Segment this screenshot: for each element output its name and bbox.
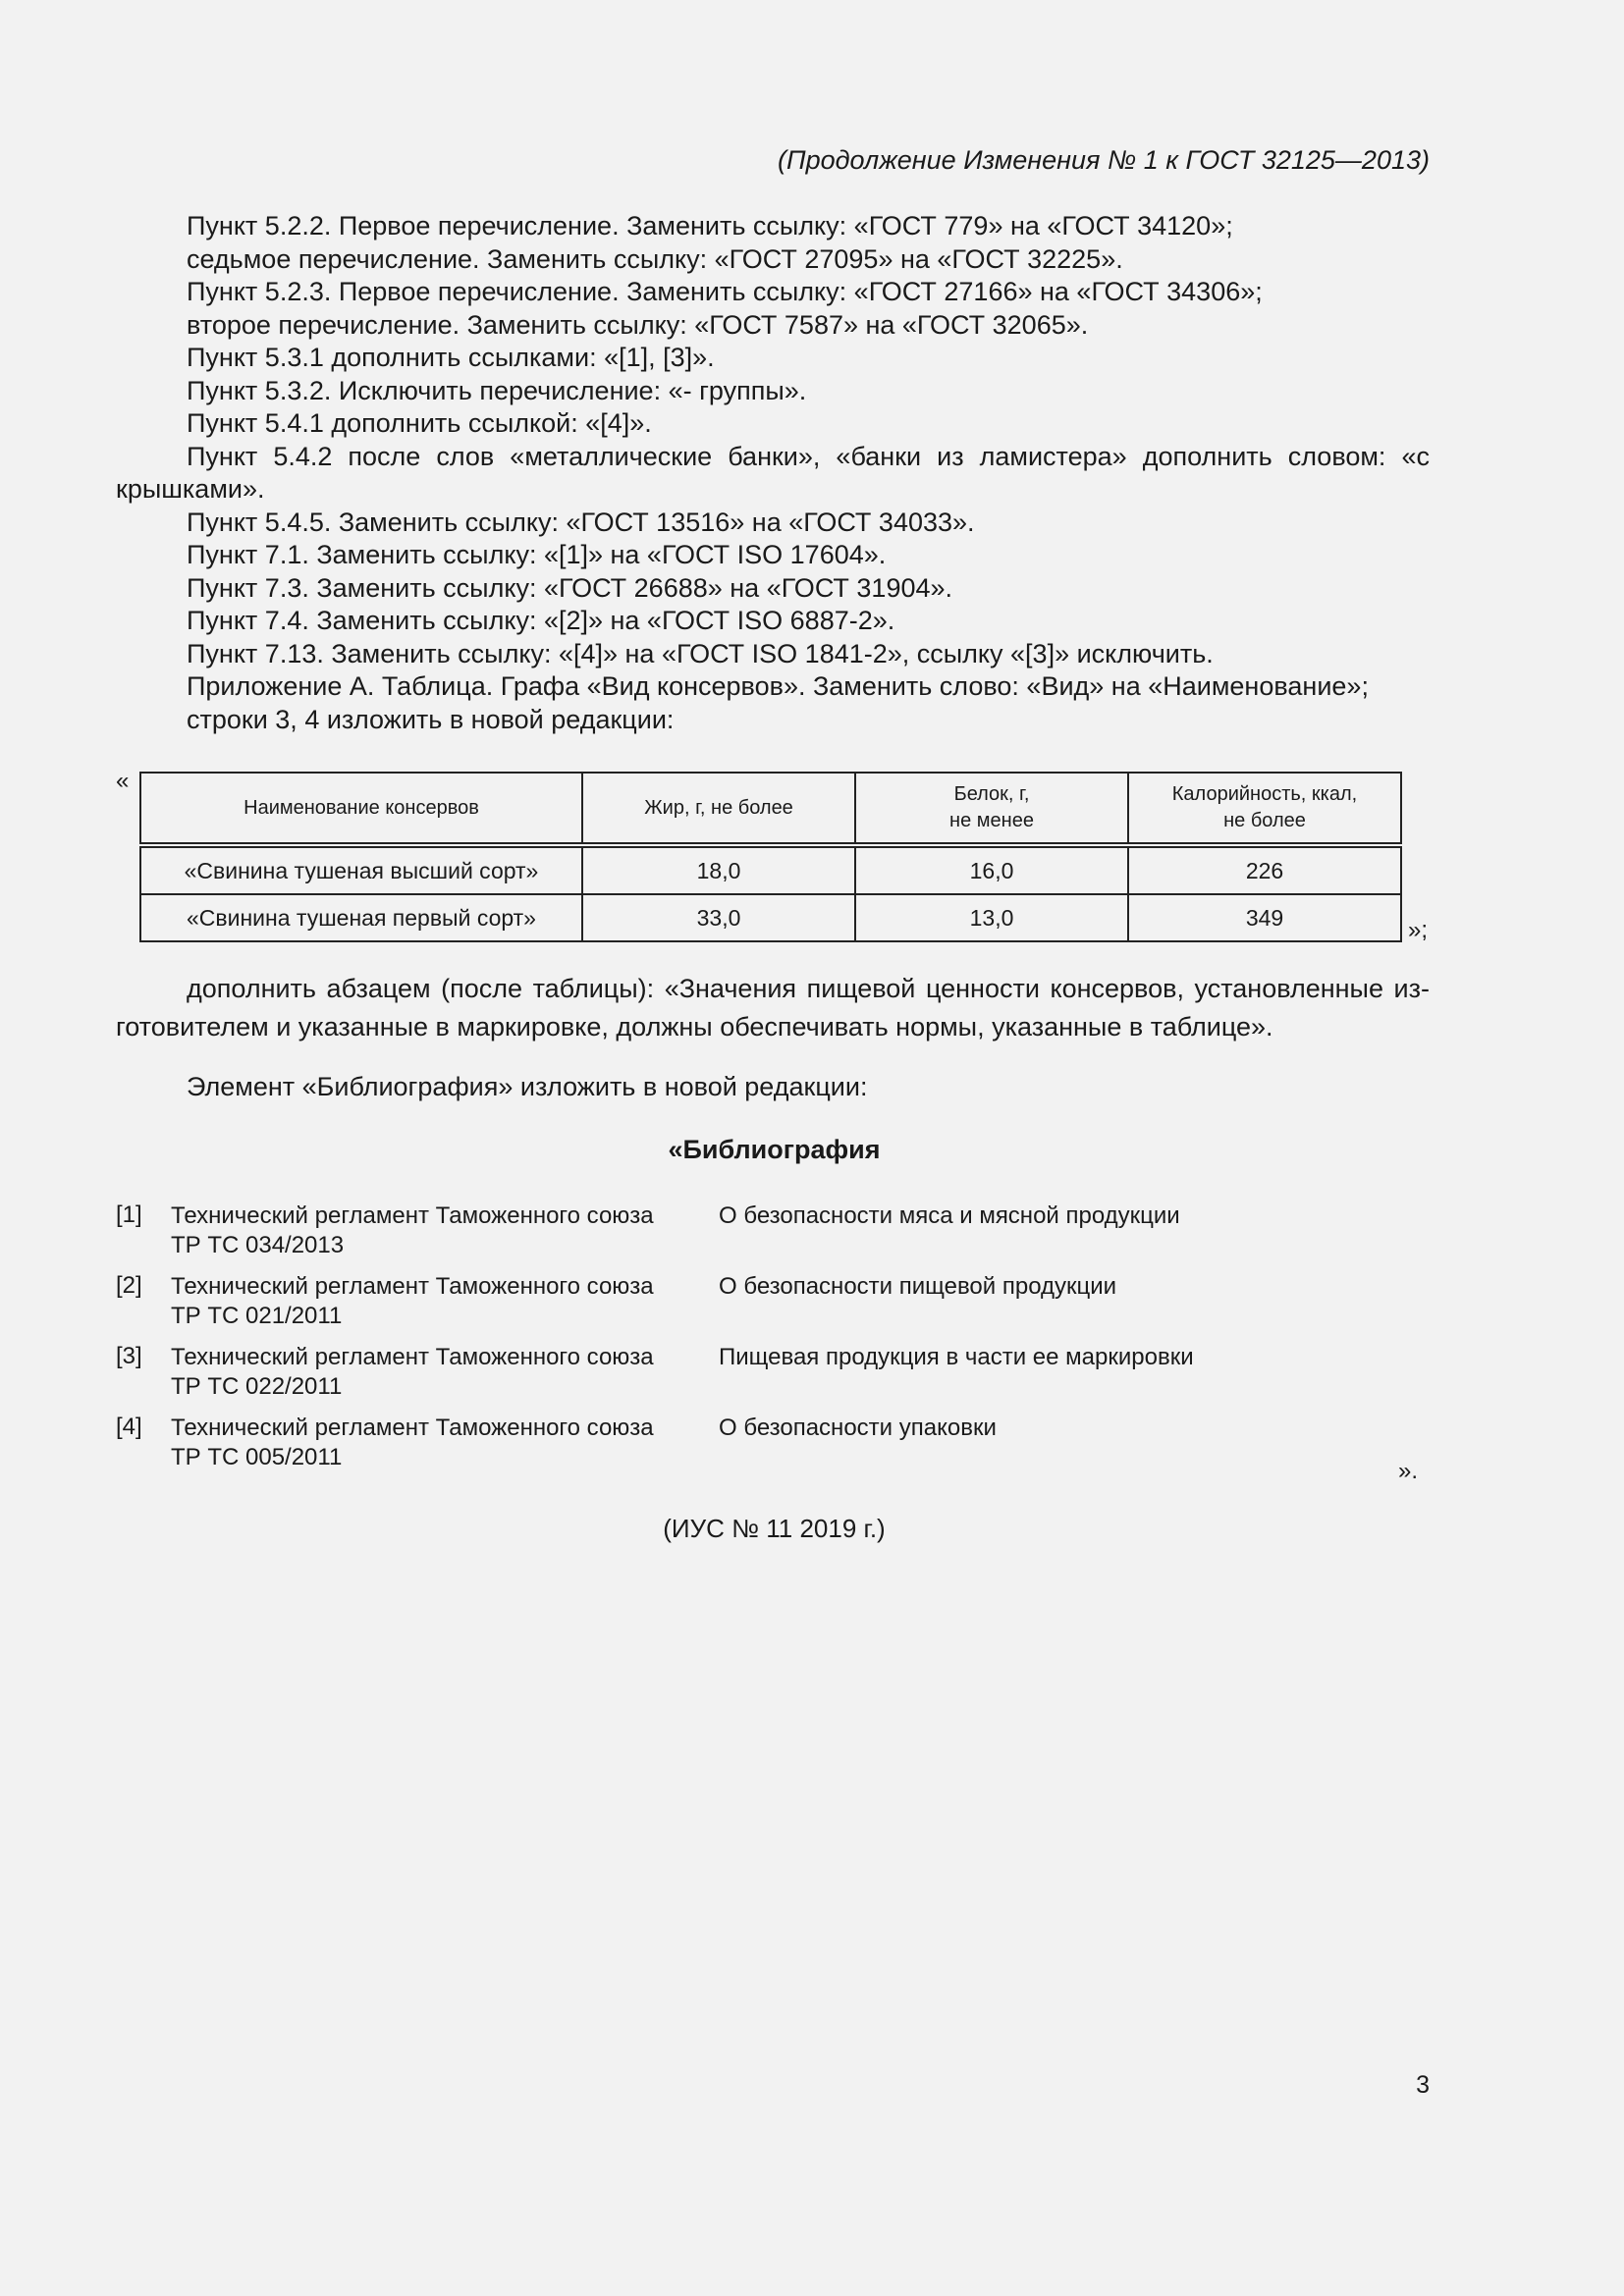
bib-document: [171, 1272, 799, 1331]
bib-number: [1]: [116, 1201, 142, 1228]
bib-doc-line: Технический регламент Таможенного союза: [171, 1273, 654, 1300]
bib-number: [4]: [116, 1414, 142, 1440]
paragraph: строки 3, 4 изложить в новой редакции:: [187, 704, 675, 734]
bib-title: О безопасности пищевой продукции: [719, 1273, 1117, 1300]
bib-document: [171, 1343, 799, 1402]
table-cell: «Свинина тушеная первый сорт»: [140, 894, 582, 941]
bibliography-item: [116, 1272, 1432, 1343]
table-cell: «Свинина тушеная высший сорт»: [140, 845, 582, 894]
paragraph: Пункт 5.2.3. Первое перечисление. Заменить ссылку: «ГОСТ 27166» на «ГОСТ 34306»;: [187, 277, 1263, 306]
bib-doc-line: Технический регламент Таможенного союза: [171, 1344, 654, 1370]
table-header-cell: Калорийность, ккал, не более: [1128, 773, 1401, 845]
paragraph: седьмое перечисление. Заменить ссылку: «ГОСТ 27095» на «ГОСТ 32225».: [187, 243, 1123, 274]
biblio-close-quote: ».: [1398, 1458, 1419, 1484]
paragraph: Пункт 5.4.5. Заменить ссылку: «ГОСТ 13516» на «ГОСТ 34033».: [187, 507, 975, 537]
paragraph: Пункт 5.4.1 дополнить ссылкой: «[4]».: [187, 408, 652, 438]
biblio-intro: Элемент «Библиография» изложить в новой редакции:: [187, 1072, 868, 1101]
after-table-text: [116, 970, 1430, 1046]
table-cell: 33,0: [582, 894, 855, 941]
biblio-title: «Библиография: [668, 1135, 881, 1164]
bib-title: О безопасности мяса и мясной продукции: [719, 1202, 1180, 1229]
bibliography-item: [116, 1201, 1432, 1272]
bibliography-list: [116, 1201, 1432, 1484]
bib-title: О безопасности упаковки: [719, 1415, 997, 1441]
page-number: 3: [1416, 2071, 1430, 2099]
paragraph: второе перечисление. Заменить ссылку: «ГОСТ 7587» на «ГОСТ 32065».: [187, 309, 1089, 340]
bib-doc-line: Технический регламент Таможенного союза: [171, 1202, 654, 1229]
paragraph: дополнить абзацем (после таблицы): «Значения пищевой ценности консервов, установленные изготовителем и указанные в маркировке, должны обеспечивать нормы, указанные в таблице».: [116, 974, 1430, 1041]
table-cell: 226: [1128, 845, 1401, 894]
page-header: (Продолжение Изменения № 1 к ГОСТ 32125—2013): [778, 145, 1430, 175]
table-header-cell: Жир, г, не более: [582, 773, 855, 845]
bib-number: [3]: [116, 1343, 142, 1369]
table-open-quote: «: [116, 768, 130, 794]
table-header-row: [140, 773, 1401, 845]
table-cell: 18,0: [582, 845, 855, 894]
table-header-cell: Наименование консервов: [140, 773, 582, 845]
bibliography-item: [116, 1414, 1432, 1484]
table-close-quote: »;: [1408, 917, 1429, 943]
ius-reference: (ИУС № 11 2019 г.): [663, 1514, 886, 1543]
paragraph: Пункт 5.4.2 после слов «металлические банки», «банки из ламистера» дополнить словом: «с крышками».: [116, 441, 1430, 504]
amendment-text: [116, 210, 1430, 736]
bib-document: [171, 1201, 799, 1260]
bib-doc-code: ТР ТС 022/2011: [171, 1373, 343, 1400]
paragraph: Пункт 7.1. Заменить ссылку: «[1]» на «ГОСТ ISO 17604».: [187, 540, 887, 569]
table-cell: 349: [1128, 894, 1401, 941]
paragraph: Пункт 5.3.2. Исключить перечисление: «- группы».: [187, 375, 807, 405]
table-cell: 13,0: [855, 894, 1128, 941]
bib-title: Пищевая продукция в части ее маркировки: [719, 1344, 1194, 1370]
paragraph: Пункт 7.4. Заменить ссылку: «[2]» на «ГОСТ ISO 6887-2».: [187, 606, 895, 635]
bib-number: [2]: [116, 1272, 142, 1299]
table-cell: 16,0: [855, 845, 1128, 894]
bib-doc-code: ТР ТС 034/2013: [171, 1232, 345, 1258]
paragraph: Пункт 5.2.2. Первое перечисление. Заменить ссылку: «ГОСТ 779» на «ГОСТ 34120»;: [187, 211, 1233, 240]
paragraph: Приложение А. Таблица. Графа «Вид консервов». Заменить слово: «Вид» на «Наименование»;: [187, 671, 1369, 701]
bib-document: [171, 1414, 799, 1472]
bib-doc-code: ТР ТС 021/2011: [171, 1303, 343, 1329]
table-row: [140, 894, 1401, 941]
bib-doc-line: Технический регламент Таможенного союза: [171, 1415, 654, 1441]
paragraph: Пункт 7.3. Заменить ссылку: «ГОСТ 26688» на «ГОСТ 31904».: [187, 572, 953, 603]
bibliography-item: [116, 1343, 1432, 1414]
paragraph: Пункт 7.13. Заменить ссылку: «[4]» на «ГОСТ ISO 1841-2», ссылку «[3]» исключить.: [187, 638, 1214, 668]
nutrition-table: [139, 772, 1402, 942]
table-row: [140, 845, 1401, 894]
paragraph: Пункт 5.3.1 дополнить ссылками: «[1], [3]».: [187, 343, 715, 372]
table-header-cell: Белок, г, не менее: [855, 773, 1128, 845]
bib-doc-code: ТР ТС 005/2011: [171, 1444, 343, 1470]
